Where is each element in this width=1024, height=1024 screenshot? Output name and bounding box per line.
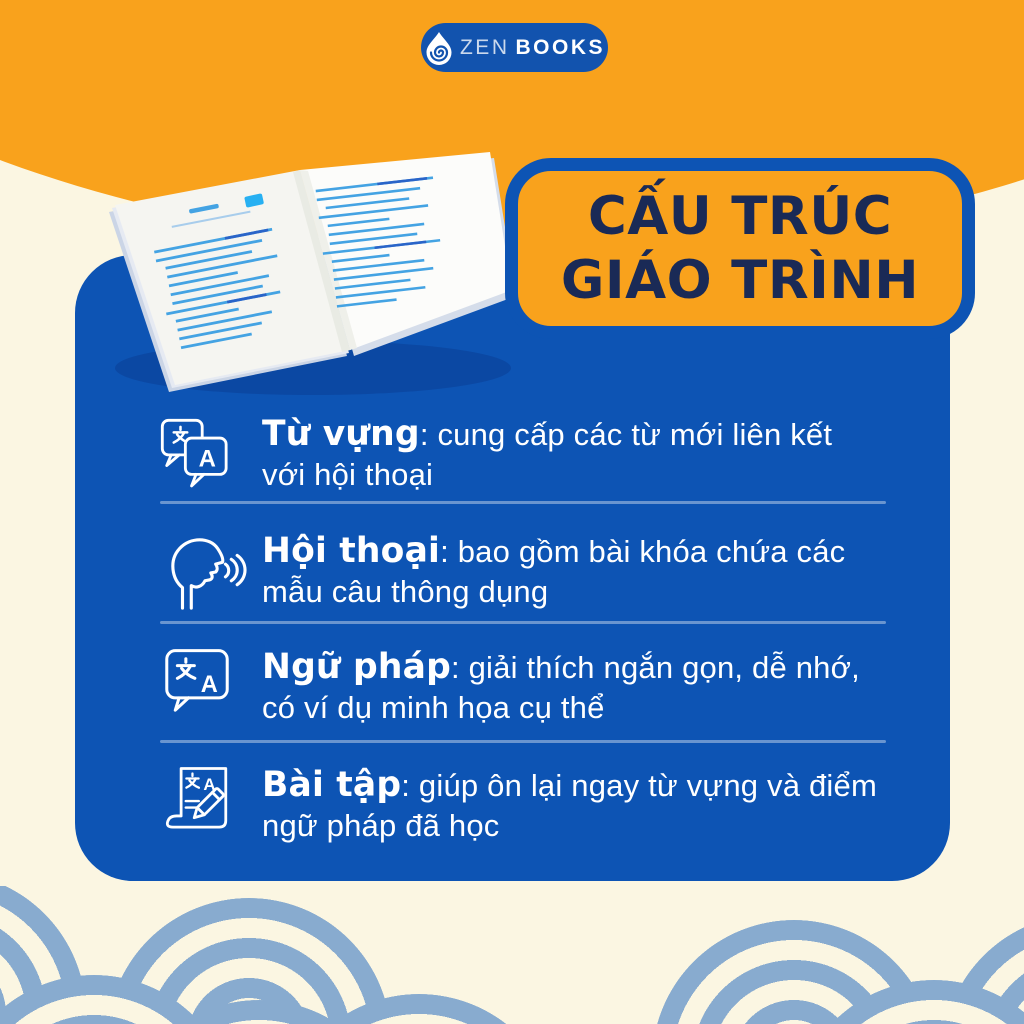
item-row-grammar [262,646,882,727]
zen-drop-icon [424,31,454,65]
item-desc: : cung cấp các từ mới liên kết với hội thoại [262,417,833,492]
logo-text-books: BOOKS [515,35,605,59]
item-desc: : bao gồm bài khóa chứa các mẫu câu thông dụng [262,534,846,609]
item-desc: : giúp ôn lại ngay từ vựng và điểm ngữ pháp đã học [262,768,877,843]
exercise-sheet-icon [155,762,237,842]
logo-text-zen: ZEN [459,35,510,59]
svg-text:A: A [198,445,216,473]
divider [160,501,886,504]
speaking-head-icon [158,530,248,612]
item-row-vocabulary [262,413,882,494]
title-line-1: CẤU TRÚC [587,185,893,247]
item-label: Hội thoại [262,531,441,571]
zenbooks-logo [421,23,608,72]
item-row-exercises [262,764,882,845]
item-row-dialogue [262,530,882,611]
item-label: Ngữ pháp [262,647,451,687]
wave-pattern [0,886,1024,1024]
svg-text:A: A [203,774,216,794]
title-box [505,158,975,339]
translate-chat-icon [157,414,235,494]
grammar-bubble-icon [159,645,235,713]
open-book-image [85,140,515,405]
divider [160,621,886,624]
title-line-2: GIÁO TRÌNH [560,249,920,311]
divider [160,740,886,743]
item-desc: : giải thích ngắn gọn, dễ nhớ, có ví dụ minh họa cụ thể [262,650,860,725]
item-label: Từ vựng [262,414,420,454]
svg-text:A: A [200,672,218,699]
item-label: Bài tập [262,765,402,805]
